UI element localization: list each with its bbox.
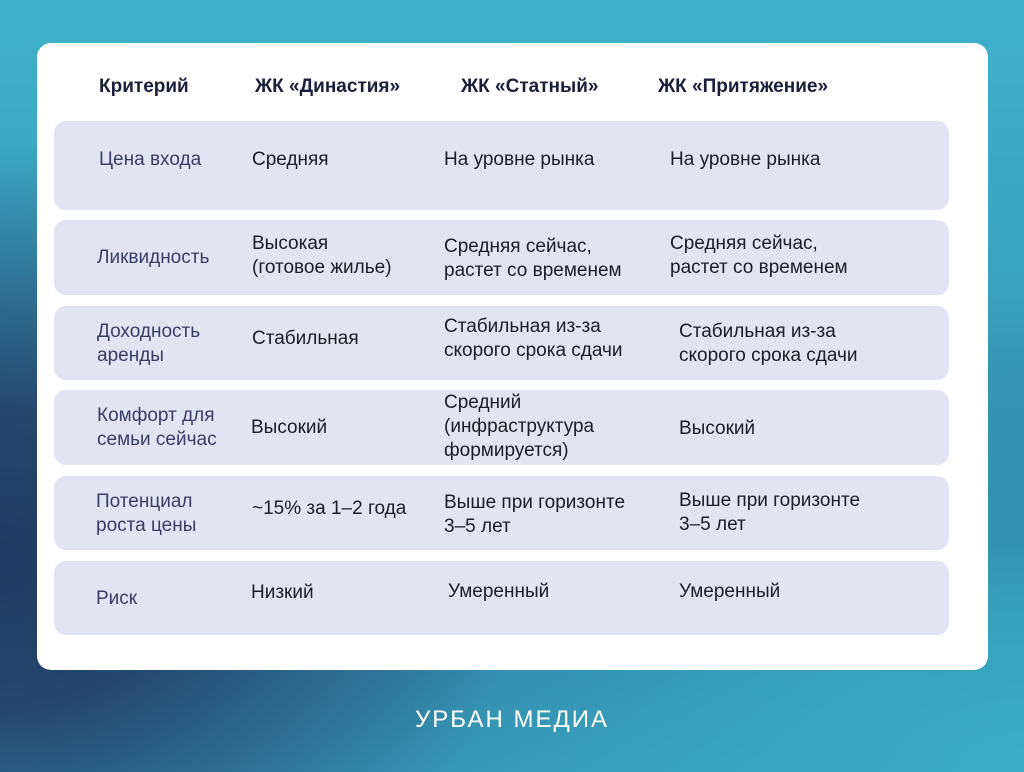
cell-dynasty: Высокая (готовое жилье) [252,233,392,278]
cell-statny: Стабильная из-за скорого срока сдачи [444,316,623,361]
cell-dynasty: Средняя [252,149,329,170]
cell-statny: Средний (инфраструктура формируется) [444,392,595,461]
row-criterion: Ликвидность [97,247,210,268]
cell-statny: Средняя сейчас, растет со временем [444,236,622,281]
cell-dynasty: Низкий [251,582,314,603]
row-criterion: Доходность аренды [97,321,201,366]
header-dynasty: ЖК «Династия» [255,76,401,97]
cell-prityazhenie: Выше при горизонте 3–5 лет [679,490,861,535]
cell-dynasty: ~15% за 1–2 года [252,498,407,519]
row-criterion: Потенциал роста цены [96,491,197,536]
row-criterion: Риск [96,588,138,609]
cell-statny: Выше при горизонте 3–5 лет [444,492,626,537]
header-criterion: Критерий [99,76,189,97]
cell-prityazhenie: На уровне рынка [670,149,821,170]
cell-statny: Умеренный [448,581,550,602]
cell-dynasty: Высокий [251,417,328,438]
cell-prityazhenie: Высокий [679,418,756,439]
header-statny: ЖК «Статный» [461,76,599,97]
cell-statny: На уровне рынка [444,149,595,170]
cell-prityazhenie: Умеренный [679,581,781,602]
cell-prityazhenie: Средняя сейчас, растет со временем [670,233,848,278]
brand-logo-text: УРБАН МЕДИА [415,706,609,733]
row-criterion: Комфорт для семьи сейчас [97,405,217,450]
header-prityazhenie: ЖК «Притяжение» [658,76,829,97]
cell-dynasty: Стабильная [252,328,359,349]
row-criterion: Цена входа [99,149,202,170]
cell-prityazhenie: Стабильная из-за скорого срока сдачи [679,321,858,366]
